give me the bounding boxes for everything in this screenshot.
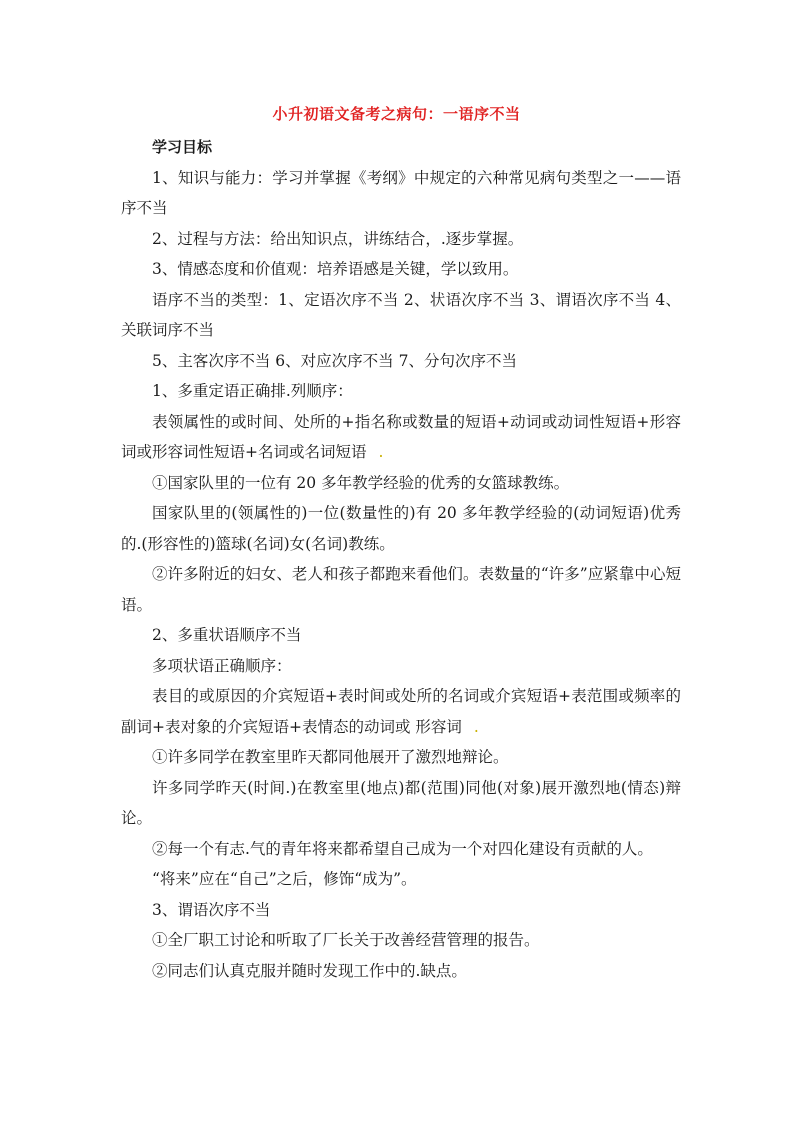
paragraph-adverbial-example-1: ①许多同学在教室里昨天都同他展开了激烈地辩论。 [152,748,509,766]
paragraph-predicate-example-1: ①全厂职工讨论和听取了厂长关于改善经营管理的报告。 [152,931,540,949]
paragraph-adverbial-example-2-note: “将来”应在“自己”之后，修饰“成为”。 [152,870,417,888]
paragraph-example-1-analysis: 国家队里的(领属性的)一位(数量性的)有 20 多年教学经验的(动词短语)优秀的.(形容性的)篮球(名词)女(名词)教练。 [121,504,681,553]
paragraph-adverbial-correct-order: 多项状语正确顺序： [152,656,292,675]
paragraph-adverbial-example-2: ②每一个有志.气的青年将来都希望自己成为一个对四化建设有贡献的人。 [152,839,653,858]
paragraph-goal-attitude: 3、情感态度和价值观：培养语感是关键，学以致用。 [152,260,519,278]
paragraph-example-1: ①国家队里的一位有 20 多年教学经验的优秀的女篮球教练。 [152,473,570,492]
paragraph-goal-knowledge: 1、知识与能力：学习并掌握《考纲》中规定的六种常见病句类型之一——语序不当 [121,168,681,217]
paragraph-predicate-order-heading: 3、谓语次序不当 [152,900,271,919]
paragraph-example-2: ②许多附近的妇女、老人和孩子都跑来看他们。表数量的“许多”应紧靠中心短语。 [121,565,681,614]
document-title: 小升初语文备考之病句：一语序不当 [272,105,521,123]
paragraph-text: 表领属性的或时间、处所的+指名称或数量的短语+动词或动词性短语+形容词或形容词性短语+名词或名词短语 [121,412,681,461]
paragraph-predicate-example-2: ②同志们认真克服并随时发现工作中的.缺点。 [152,961,467,980]
stray-mark: . [378,443,384,461]
paragraph-adverbial-order-heading: 2、多重状语顺序不当 [152,626,302,644]
paragraph-attributive-order-heading: 1、多重定语正确排.列顺序： [152,382,353,400]
document-body [121,132,681,986]
paragraph-types-list: 语序不当的类型：1、定语次序不当 2、状语次序不当 3、谓语次序不当 4、关联词序不当 [121,290,681,339]
stray-mark: . [473,717,479,736]
paragraph-adverbial-order-rule [121,681,681,742]
paragraph-goal-process: 2、过程与方法：给出知识点，讲练结合，.逐步掌握。 [152,229,524,248]
paragraph-text: 表目的或原因的介宾短语+表时间或处所的名词或介宾短语+表范围或频率的副词+表对象的介宾短语+表情态的动词或 形容词 [121,687,681,736]
paragraph-adverbial-example-1-analysis: 许多同学昨天(时间.)在教室里(地点)都(范围)同他(对象)展开激烈地(情态)辩论。 [121,778,681,827]
section-heading-learning-goals: 学习目标 [152,138,213,156]
paragraph-types-list-continued: 5、主客次序不当 6、对应次序不当 7、分句次序不当 [152,351,517,370]
paragraph-attributive-order-rule [121,407,681,468]
